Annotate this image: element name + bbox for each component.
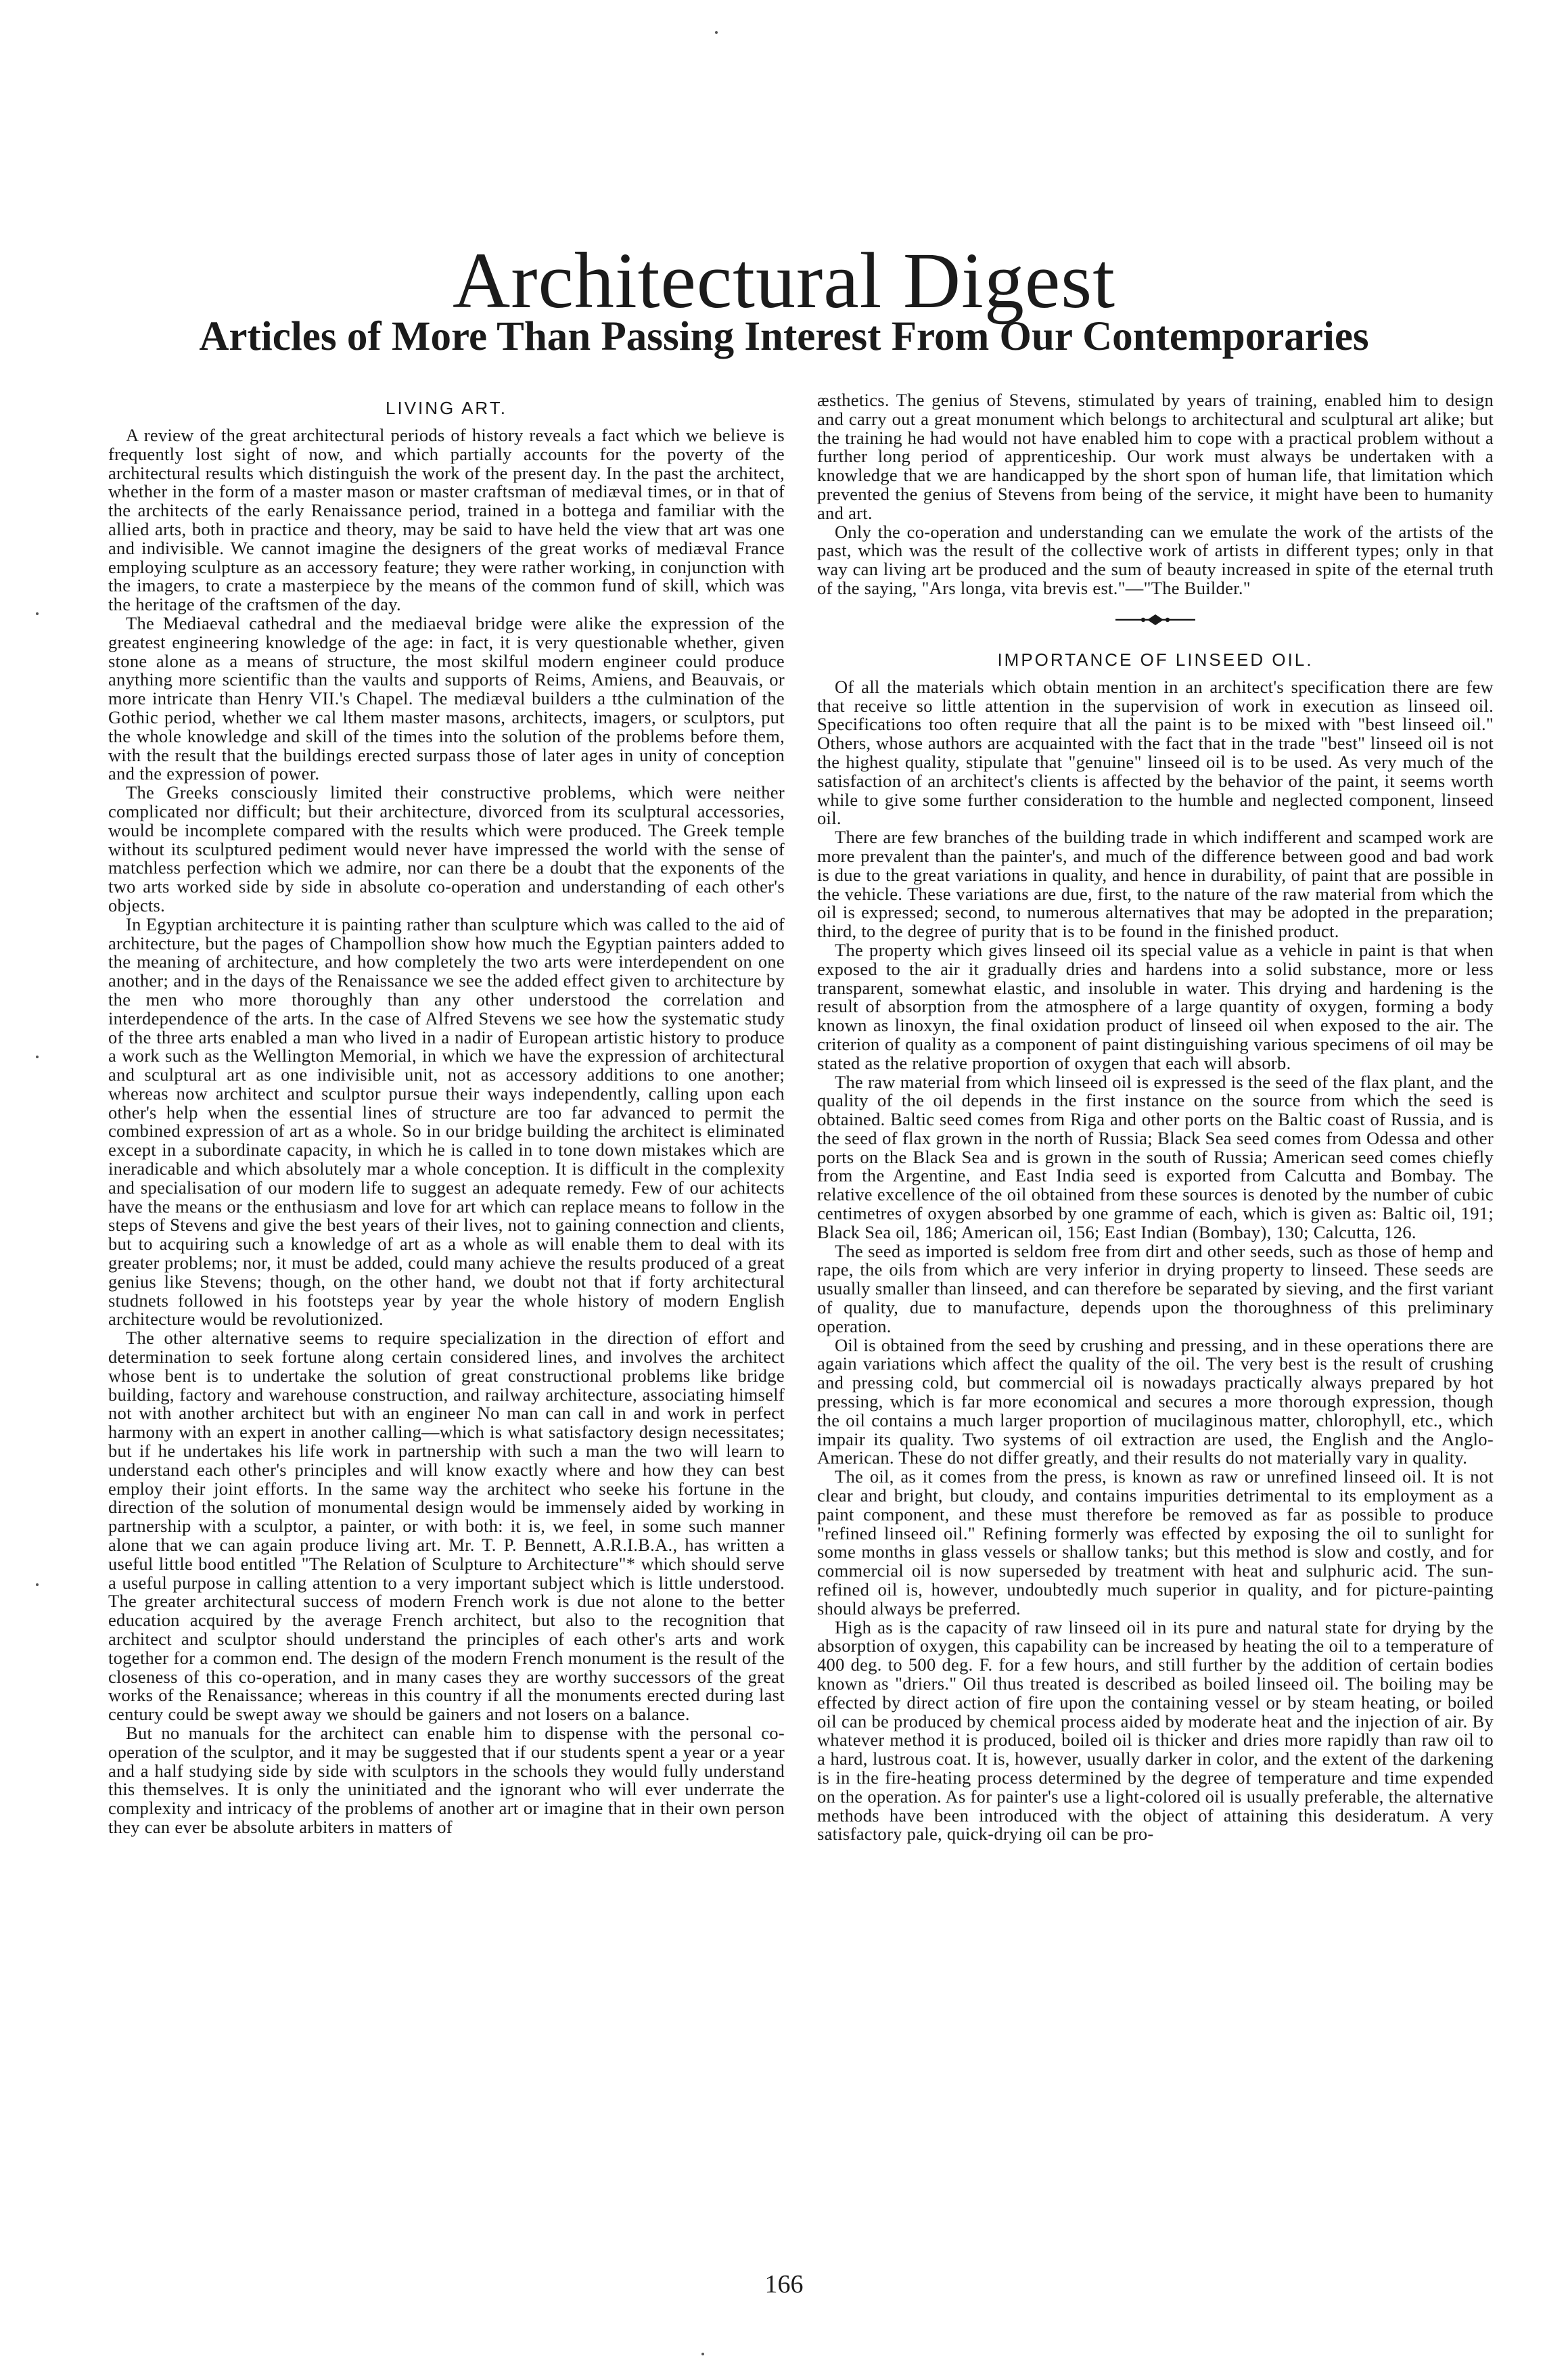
living-art-paragraph-2: The Mediaeval cathedral and the mediaeval bridge were alike the expression of the greatest engineering knowledge of the age: in fact, it is very questionable whether, given stone alone as a means of structure, the most skilful modern engineer could produce anything more scientific than the vaults and supports of Reims, Amiens, and Beauvais, or more intricate than Henry VII.'s Chapel. The mediæval builders a tthe culmination of the Gothic period, whether we cal lthem master masons, architects, imagers, or sculptors, put the whole knowledge and skill of the times into the solution of the problems before them, with the result that the buildings erected surpass those of later ages in unity of conception and the expression of power. [108,612,785,784]
page-number: 166 [764,2270,804,2299]
scan-speck [701,2353,704,2355]
linseed-paragraph-3: The property which gives linseed oil its special value as a vehicle in paint is that when exposed to the air it gradually dries and hardens into a solid substance, more or less transparent, somewhat elastic, and insoluble in water. This drying and hardening is the result of absorption from the atmosphere of a large quantity of oxygen, forming a body known as linoxyn, the final oxidation product of linseed oil when exposed to the air. The criterion of quality as a component of paint distinguishing various specimens of oil may be stated as the relative proportion of oxygen that each will absorb. [817,939,1494,1073]
living-art-paragraph-6: But no manuals for the architect can enable him to dispense with the personal co-operation of the sculptor, and it may be suggested that if our students spent a year or a year and a half studying side by side with sculptors in the schools they would fully understand this themselves. It is only the uninitiated and the ignorant who will ever underrate the complexity and intricacy of the problems of another art or imagine that in their own person they can ever be absolute arbiters in matters of [108,1722,785,1837]
living-art-continuation: æsthetics. The genius of Stevens, stimulated by years of training, enabled him to design and carry out a great monument which belongs to architectural and sculptural art alike; but the training he had would not have enabled him to cope with a practical problem without a further long period of apprenticeship. Our work must always be undertaken with a knowledge that we are handicapped by the short spon of human life, that limitation which prevented the genius of Stevens from being of the service, it might have been to humanity and art. [817,390,1494,523]
scan-speck [715,31,718,34]
living-art-heading: LIVING ART. [386,398,507,418]
linseed-paragraph-8: High as is the capacity of raw linseed oil in its pure and natural state for drying by the absorption of oxygen, this capability can be increased by heating the oil to a temperature of 400 deg. to 500 deg. F. for a few hours, and still further by the addition of certain bodies known as "driers." Oil thus treated is described as boiled linseed oil. The boiling may be effected by direct action of fire upon the containing vessel or by steam heating, or boiled oil can be produced by chemical process aided by moderate heat and the injection of air. By whatever method it is produced, boiled oil is thicker and dries more rapidly than raw oil to a hard, lustrous coat. It is, however, usually darker in color, and the extent of the darkening is in the fire-heating process determined by the degree of temperature and time expended on the operation. As for painter's use a light-colored oil is usually preferable, the alternative methods have been introduced with the object of attaining this desideratum. A very satisfactory pale, quick-drying oil can be pro- [817,1616,1494,1845]
linseed-oil-heading: IMPORTANCE OF LINSEED OIL. [997,649,1314,670]
scan-speck [36,1583,39,1586]
scan-speck [36,1056,39,1058]
right-column [817,391,1494,1844]
linseed-paragraph-6: Oil is obtained from the seed by crushing and pressing, and in these operations there are again variations which affect the quality of the oil. The very best is the result of crushing and pressing cold, but commercial oil is nowadays practically always prepared by hot pressing, which is far more economical and secures a more thorough expression, though the oil contains a much larger proportion of mucilaginous matter, chlorophyll, etc., which impair its quality. Two systems of oil extraction are used, the English and the Anglo-American. These do not differ greatly, and their results do not materially vary in quality. [817,1334,1494,1468]
diamond-rule-ornament-icon [1111,613,1199,627]
page-subtitle: Articles of More Than Passing Interest From Our Contemporaries [199,314,1369,359]
left-column [108,391,785,1837]
scan-speck [36,612,39,615]
linseed-paragraph-1: Of all the materials which obtain mention in an architect's specification there are few that receive so little attention in the supervision of work in execution as linseed oil. Specifications too often require that all the paint is to be mixed with "best linseed oil." Others, whose authors are acquainted with the fact that in the trade "best" linseed oil is not the highest quality, stipulate that "genuine" linseed oil is to be used. As very much of the satisfaction of an architect's clients is affected by the behavior of the paint, it seems worth while to give some further consideration to the humble and neglected component, linseed oil. [817,676,1494,829]
linseed-paragraph-7: The oil, as it comes from the press, is known as raw or unrefined linseed oil. It is not clear and bright, but cloudy, and contains impurities detrimental to its employment as a paint component, and these must therefore be removed as far as possible to produce "refined linseed oil." Refining formerly was effected by exposing the oil to sunlight for some months in glass vessels or shallow tanks; but this method is slow and costly, and for commercial oil is now superseded by treatment with heat and sulphuric acid. The sun-refined oil is, however, undoubtedly much superior in quality, and for picture-painting should always be preferred. [817,1466,1494,1619]
linseed-paragraph-4: The raw material from which linseed oil is expressed is the seed of the flax plant, and the quality of the oil depends in the first instance on the source from which the seed is obtained. Baltic seed comes from Riga and other ports on the Baltic coast of Russia, and is the seed of flax grown in the north of Russia; Black Sea seed comes from Odessa and other ports on the Black Sea and is grown in the south of Russia; American seed comes chiefly from the Argentine, and East India seed is exported from Calcutta and Bombay. The relative excellence of the oil obtained from these sources is denoted by the number of cubic centimetres of oxygen absorbed by one gramme of each, which is given as: Baltic oil, 191; Black Sea oil, 186; American oil, 156; East Indian (Bombay), 130; Calcutta, 126. [817,1071,1494,1242]
linseed-paragraph-5: The seed as imported is seldom free from dirt and other seeds, such as those of hemp and rape, the oils from which are very inferior in drying property to linseed. These seeds are usually smaller than linseed, and can therefore be separated by sieving, and the first variant of quality, due to manufacture, depends upon the thoroughness of this preliminary operation. [817,1240,1494,1336]
living-art-paragraph-3: The Greeks consciously limited their constructive problems, which were neither complicated nor difficult; but their architecture, divorced from its sculptural accessories, would be incomplete compared with the results which were produced. The Greek temple without its sculptured pediment would never have impressed the world with the sense of matchless perfection which we admire, nor can there be a doubt that the exponents of the two arts worked side by side in absolute co-operation and understanding of each other's objects. [108,782,785,915]
living-art-paragraph-5: The other alternative seems to require specialization in the direction of effort and determination to seek fortune along certain considered lines, and involves the architect whose bent is to undertake the solution of great constructional problems like bridge building, factory and warehouse construction, and railway architecture, associating himself not with another architect but with an engineer No man can call in and work in perfect harmony with an expert in another calling—which is what satisfactory design necessitates; but if he undertakes his life work in partnership with such a man the two will learn to understand each other's principles and will know exactly where and how they can best employ their joint efforts. In the same way the architect who seeke his fortune in the direction of the solution of monumental design would be immensely aided by working in partnership with a sculptor, a painter, or with both: it is, we feel, in some such manner alone that we can again produce living art. Mr. T. P. Bennett, A.R.I.B.A., has written a useful little bood entitled "The Relation of Sculpture to Architecture"* which should serve a useful purpose in calling attention to a very important subject which is little understood. The greater architectural success of modern French work is due not alone to the better education acquired by the average French architect, but also to the recognition that architect and sculptor should understand the principles of each other's arts and work together for a common end. The design of the modern French monument is the result of the closeness of this co-operation, and in many cases they are worthy successors of the great works of the Renaissance; whereas in this country if all the monuments erected during last century could be swept away we should be gainers and not losers on a balance. [108,1328,785,1725]
living-art-paragraph-1: A review of the great architectural periods of history reveals a fact which we believe is frequently lost sight of now, and which partially accounts for the poverty of the architectural results which distinguish the work of the present day. In the past the architect, whether in the form of a master mason or master craftsman of mediæval times, or in that of the architects of the early Renaissance period, trained in a bottega and familiar with the allied arts, both in practice and theory, may be said to have held the view that art was one and indivisible. We cannot imagine the designers of the great works of mediæval France employing sculpture as an accessory feature; they were rather working, in conjunction with the imagers, to crate a masterpiece by the means of the common fund of skill, which was the heritage of the craftsmen of the day. [108,425,785,615]
page-title: Architectural Digest [452,236,1116,325]
linseed-paragraph-2: There are few branches of the building trade in which indifferent and scamped work are more prevalent than the painter's, and much of the difference between good and bad work is due to the great variations in quality, and hence in durability, of paint that are possible in the vehicle. These variations are due, first, to the nature of the raw material from which the oil is expressed; second, to numerous alternatives that may be adopted in the preparation; third, to the degree of purity that is to be found in the finished product. [817,827,1494,942]
living-art-paragraph-4: In Egyptian architecture it is painting rather than sculpture which was called to the aid of architecture, but the pages of Champollion show how much the Egyptian painters added to the meaning of architecture, and how completely the two arts were interdependent on one another; and in the days of the Renaissance we see the added effect given to architecture by the men who more thoroughly than any other understood the correlation and interdependence of the arts. In the case of Alfred Stevens we see how the systematic study of the three arts enabled a man who lived in a nadir of European artistic history to produce a work such as the Wellington Memorial, in which we have the expression of architectural and sculptural art as one indivisible unit, not as accessory additions to one another; whereas now architect and sculptor pursue their ways independently, calling upon each other's help when the essential lines of structure are too far advanced to permit the combined expression of art as a whole. So in our bridge building the architect is eliminated except in a subordinate capacity, in which he is called in to tone down mistakes which are ineradicable and which absolutely mar a whole conception. It is difficult in the complexity and specialisation of our modern life to suggest an adequate remedy. Few of our achitects have the means or the enthusiasm and love for art which can replace means to follow in the steps of Stevens and give the best years of their lives, not to gaining connection and clients, but to acquiring such a knowledge of art as a whole as will enable them to deal with its greater problems; nor, it must be added, could many achieve the results produced of a great genius like Stevens; though, on the other hand, we doubt not that if forty architectural studnets followed in his footsteps year by year the whole history of modern English architecture would be revolutionized. [108,913,785,1330]
living-art-closing: Only the co-operation and understanding can we emulate the work of the artists of the past, which was the result of the collective work of artists in different types; only in that way can living art be produced and the sum of beauty increased in spite of the eternal truth of the saying, "Ars longa, vita brevis est."—"The Builder." [817,521,1494,598]
